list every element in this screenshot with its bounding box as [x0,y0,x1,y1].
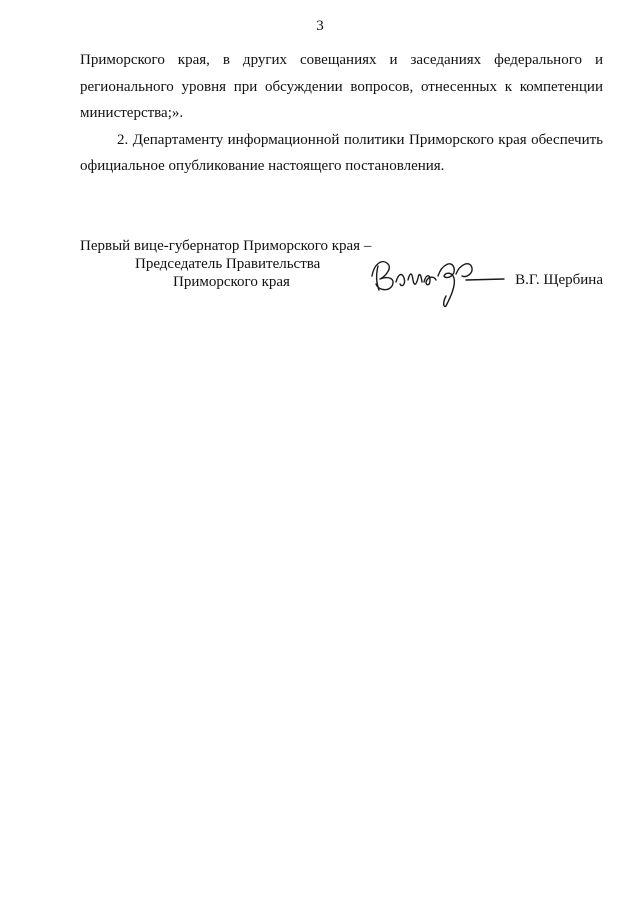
paragraph-item-2: 2. Департаменту информационной политики Приморского края обеспечить официальное опубликование настоящего постановления. [80,131,603,174]
page-number: 3 [316,18,324,34]
signatory-position-line-1: Первый вице-губернатор Приморского края – [80,238,372,254]
signature-block [80,238,603,318]
signatory-position-line-3: Приморского края [173,274,290,290]
document-body [80,47,603,180]
paragraph-continuation: Приморского края, в других совещаниях и заседаниях федерального и регионального уровня при обсуждении вопросов, отнесенных к компетенции министерства;». [80,52,603,121]
signatory-position-line-2: Председатель Правительства [135,256,321,272]
handwritten-signature [366,246,506,310]
signatory-name: В.Г. Щербина [515,272,603,288]
